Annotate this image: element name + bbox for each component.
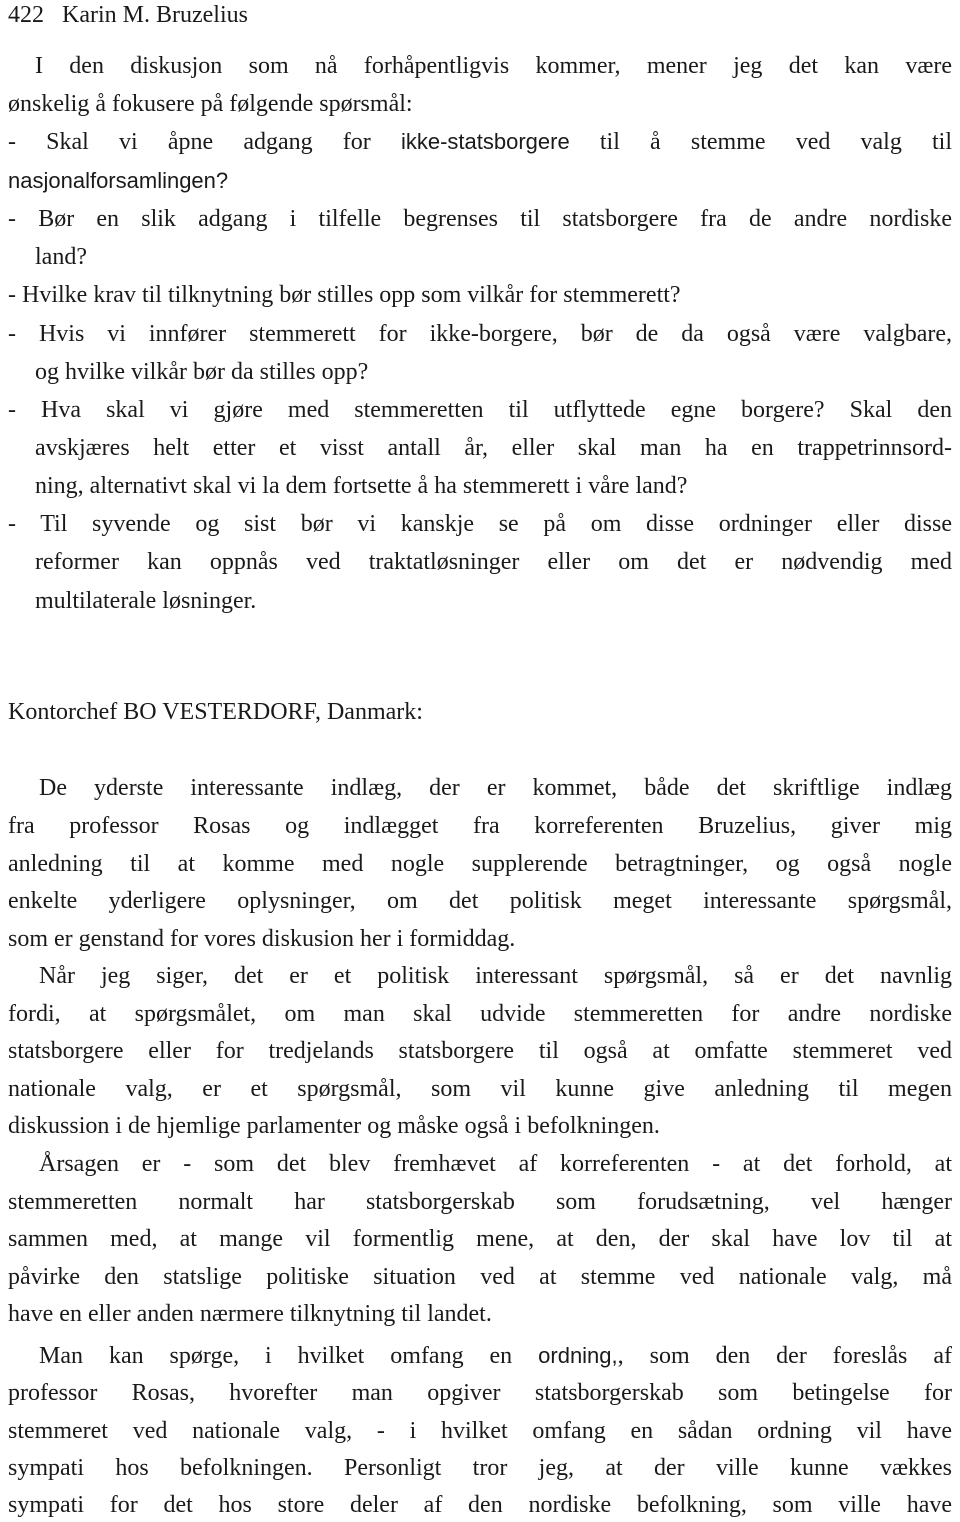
running-header — [8, 0, 248, 30]
question-item: - Hvilke krav til tilknytning bør stilles opp som vilkår for stemmerett? — [8, 282, 681, 308]
question-item-continuation: ning, alternativt skal vi la dem fortsette å ha stemmerett i våre land? — [35, 473, 688, 499]
question-item: - Skal vi åpne adgang for ikke-statsborgere til å stemme ved valg til — [8, 129, 953, 155]
question-item-continuation: og hvilke vilkår bør da stilles opp? — [35, 359, 369, 385]
paragraph-line: De yderste interessante indlæg, der er kommet, både det skriftlige indlæg — [39, 775, 952, 801]
paragraph-line: professor Rosas, hvorefter man opgiver statsborgerskab som betingelse for — [8, 1380, 952, 1406]
paragraph-line: diskussion i de hjemlige parlamenter og måske også i befolkningen. — [8, 1113, 660, 1139]
paragraph-line: nationale valg, er et spørgsmål, som vil kunne give anledning til megen — [8, 1076, 952, 1102]
paragraph-line: I den diskusjon som nå forhåpentligvis kommer, mener jeg det kan være — [35, 53, 952, 79]
paragraph-line: stemmeret ved nationale valg, - i hvilket omfang en sådan ordning vil have — [8, 1418, 952, 1444]
paragraph-line: påvirke den statslige politiske situation ved at stemme ved nationale valg, må — [8, 1264, 952, 1290]
paragraph-line: anledning til at komme med nogle supplerende betragtninger, og også nogle — [8, 851, 952, 877]
paragraph-line: stemmeretten normalt har statsborgerskab som forudsætning, vel hænger — [8, 1189, 952, 1215]
paragraph-line: Man kan spørge, i hvilket omfang en ordning,, som den der foreslås af — [39, 1343, 952, 1369]
question-item-continuation: land? — [35, 244, 87, 270]
speaker-heading: Kontorchef BO VESTERDORF, Danmark: — [8, 699, 423, 725]
paragraph-line: statsborgere eller for tredjelands statsborgere til også at omfatte stemmeret ved — [8, 1038, 952, 1064]
paragraph-line: sympati for det hos store deler af den nordiske befolkning, som ville have — [8, 1492, 952, 1518]
page-number: 422 — [8, 2, 44, 28]
paragraph-line: have en eller anden nærmere tilknytning til landet. — [8, 1301, 492, 1327]
question-item-continuation: reformer kan oppnås ved traktatløsninger eller om det er nødvendig med — [35, 549, 952, 575]
question-item-continuation: multilaterale løsninger. — [35, 588, 257, 614]
paragraph-line: fordi, at spørgsmålet, om man skal udvide stemmeretten for andre nordiske — [8, 1001, 952, 1027]
question-item: - Bør en slik adgang i tilfelle begrenses til statsborgere fra de andre nordiske — [8, 206, 952, 232]
paragraph-line: Når jeg siger, det er et politisk interessant spørgsmål, så er det navnlig — [39, 963, 952, 989]
paragraph-line: fra professor Rosas og indlægget fra korreferenten Bruzelius, giver mig — [8, 813, 952, 839]
paragraph-line: sympati hos befolkningen. Personligt tror jeg, at der ville kunne vækkes — [8, 1455, 952, 1481]
running-author: Karin M. Bruzelius — [62, 2, 248, 28]
question-item: - Til syvende og sist bør vi kanskje se på om disse ordninger eller disse — [8, 511, 952, 537]
question-item: - Hva skal vi gjøre med stemmeretten til utflyttede egne borgere? Skal den — [8, 397, 952, 423]
paragraph-line: Årsagen er - som det blev fremhævet af korreferenten - at det forhold, at — [39, 1151, 952, 1177]
question-item: - Hvis vi innfører stemmerett for ikke-borgere, bør de da også være valgbare, — [8, 321, 952, 347]
question-item-continuation: nasjonalforsamlingen? — [8, 168, 229, 193]
question-item-continuation: avskjæres helt etter et visst antall år, eller skal man ha en trappetrinnsord- — [35, 435, 952, 461]
paragraph-line: som er genstand for vores diskusion her i formiddag. — [8, 926, 516, 952]
paragraph-line: ønskelig å fokusere på følgende spørsmål: — [8, 91, 413, 117]
paragraph-line: sammen med, at mange vil formentlig mene, at den, der skal have lov til at — [8, 1226, 952, 1252]
paragraph-line: enkelte yderligere oplysninger, om det politisk meget interessante spørgsmål, — [8, 888, 952, 914]
